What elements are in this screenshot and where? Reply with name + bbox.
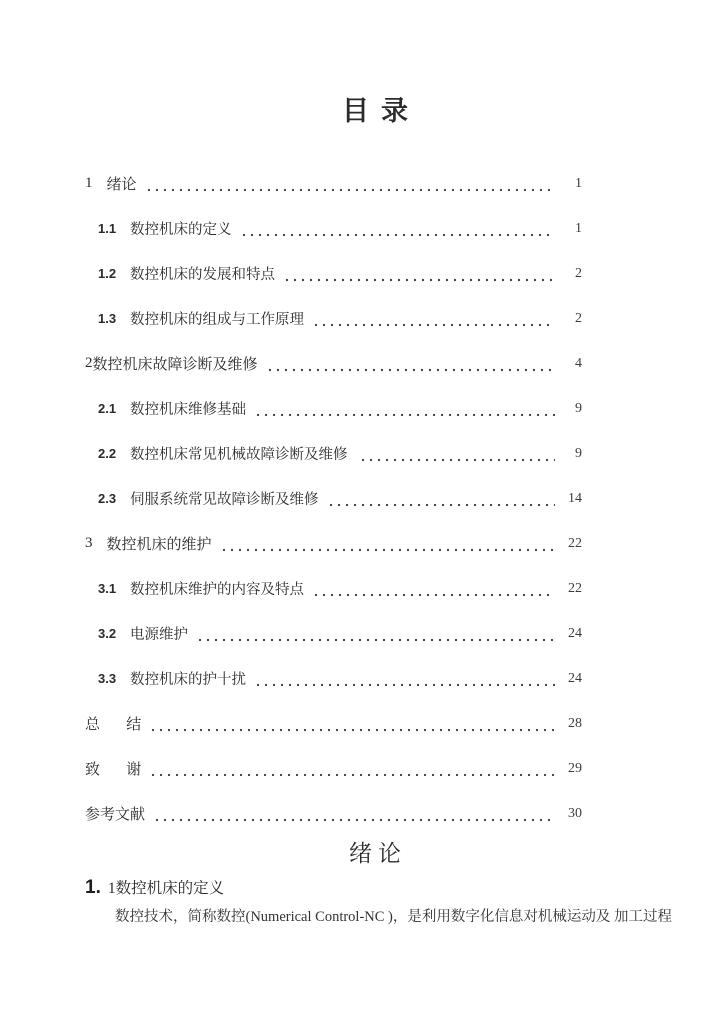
- toc-entry-page: 9: [575, 400, 582, 416]
- toc-entry: [85, 566, 582, 611]
- toc-entry-title: 数控机床常见机械故障诊断及维修: [130, 447, 352, 464]
- toc-entry: [85, 521, 582, 566]
- toc-entry-number: 3.1: [98, 581, 117, 597]
- toc-entry-title: 数控机床维护的内容及特点: [130, 582, 304, 599]
- toc-entry-page: 30: [568, 805, 582, 821]
- toc-entry-title: 致 谢: [85, 762, 142, 779]
- toc-entry-title: 伺服系统常见故障诊断及维修: [130, 492, 319, 509]
- toc-entry-page: 24: [568, 625, 582, 641]
- toc-entry-number: 1.1: [98, 221, 117, 237]
- toc-dot-leader: [218, 521, 555, 566]
- toc-entry-title: 数控机床的维护: [106, 537, 212, 554]
- toc-entry: [85, 746, 582, 791]
- toc-entry: [85, 161, 582, 206]
- subsection-heading: [85, 874, 665, 902]
- toc-entry: [85, 386, 582, 431]
- toc-entry-number: 2.2: [98, 446, 117, 462]
- toc-entry-title: 数控机床的护十扰: [130, 672, 246, 689]
- toc-entry-number: 1: [85, 175, 93, 192]
- toc-list: [85, 161, 582, 836]
- toc-entry: [85, 341, 582, 386]
- toc-entry-page: 4: [575, 355, 582, 371]
- toc-entry-page: 22: [568, 535, 582, 551]
- toc-entry: [85, 296, 582, 341]
- toc-entry-title: 绪论: [106, 177, 137, 194]
- toc-dot-leader: [281, 251, 555, 296]
- body-paragraph: 数控技术，简称数控(Numerical Control-NC )，是利用数字化信息对机械运动及 加工过程: [115, 908, 673, 925]
- toc-entry: [85, 611, 582, 656]
- toc-entry-page: 2: [575, 310, 582, 326]
- toc-entry-title: 数控机床维修基础: [130, 402, 246, 419]
- toc-entry-page: 22: [568, 580, 582, 596]
- toc-entry-page: 1: [575, 175, 582, 191]
- toc-dot-leader: [143, 161, 555, 206]
- toc-entry-title: 数控机床的发展和特点: [130, 267, 275, 284]
- toc-dot-leader: [147, 701, 555, 746]
- toc-entry-title: 数控机床的定义: [130, 222, 232, 239]
- toc-entry-number: 3.2: [98, 626, 117, 642]
- toc-entry-title: 总 结: [85, 717, 142, 734]
- toc-dot-leader: [264, 341, 555, 386]
- toc-entry: [85, 476, 582, 521]
- toc-entry: [85, 206, 582, 251]
- toc-entry-number: 2.3: [98, 491, 117, 507]
- toc-entry: [85, 251, 582, 296]
- toc-title: 目录: [342, 96, 420, 126]
- toc-dot-leader: [325, 476, 556, 521]
- toc-dot-leader: [238, 206, 556, 251]
- toc-entry-number: 1.2: [98, 266, 117, 282]
- toc-entry-page: 29: [568, 760, 582, 776]
- toc-entry-number: 2: [85, 355, 93, 372]
- toc-entry-number: 1.3: [98, 311, 117, 327]
- toc-entry: [85, 431, 582, 476]
- toc-entry-title: 数控机床故障诊断及维修: [92, 357, 258, 374]
- toc-entry-number: 3.3: [98, 671, 117, 687]
- toc-dot-leader: [194, 611, 555, 656]
- toc-entry-number: 2.1: [98, 401, 117, 417]
- toc-entry-page: 14: [568, 490, 582, 506]
- toc-entry-title: 数控机床的组成与工作原理: [130, 312, 304, 329]
- toc-entry: [85, 656, 582, 701]
- toc-entry-title: 电源维护: [130, 627, 188, 644]
- toc-dot-leader: [151, 791, 555, 836]
- toc-entry-page: 1: [575, 220, 582, 236]
- toc-dot-leader: [310, 296, 555, 341]
- toc-dot-leader: [252, 656, 555, 701]
- section-heading: 绪论: [349, 841, 407, 867]
- toc-entry-page: 24: [568, 670, 582, 686]
- toc-dot-leader: [357, 431, 555, 476]
- toc-entry-page: 28: [568, 715, 582, 731]
- toc-entry-title: 参考文献: [85, 807, 146, 824]
- toc-dot-leader: [252, 386, 555, 431]
- toc-dot-leader: [310, 566, 555, 611]
- toc-entry: [85, 791, 582, 836]
- subsection-number: 1.: [85, 877, 101, 899]
- toc-entry-page: 9: [575, 445, 582, 461]
- toc-entry-page: 2: [575, 265, 582, 281]
- toc-dot-leader: [147, 746, 555, 791]
- toc-entry-number: 3: [85, 535, 93, 552]
- toc-entry: [85, 701, 582, 746]
- subsection-title: 1数控机床的定义: [107, 880, 225, 898]
